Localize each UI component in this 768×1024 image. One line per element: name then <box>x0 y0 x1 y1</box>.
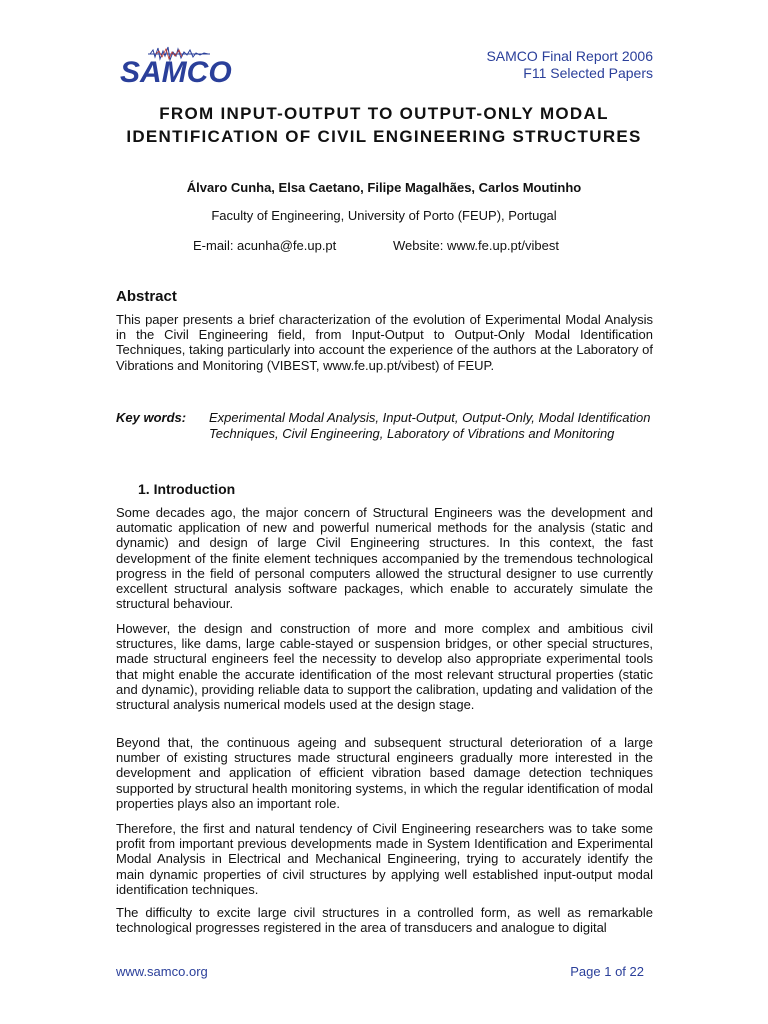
page-number: Page 1 of 22 <box>570 964 644 979</box>
report-title: SAMCO Final Report 2006 <box>486 48 653 64</box>
footer-site-link[interactable]: www.samco.org <box>116 964 208 979</box>
samco-logo <box>120 56 232 90</box>
email: E-mail: acunha@fe.up.pt <box>193 238 337 253</box>
paper-title <box>0 102 768 148</box>
intro-paragraph-4: Therefore, the first and natural tendency of Civil Engineering researchers was to take some profit from important previous developments made in System Identification and Experimental Modal Analysis in Electrical and Mechanical Engineering, trying to accurately identify the main dynamic properties of civil structures by applying well established input-output modal identification techniques. <box>116 821 653 897</box>
logo-text: SAMCO <box>120 56 232 89</box>
title-line-1: FROM INPUT-OUTPUT TO OUTPUT-ONLY MODAL <box>159 104 609 123</box>
keywords-text: Experimental Modal Analysis, Input-Output, Output-Only, Modal Identification Techniques, Civil Engineering, Laboratory of Vibrations and Monitoring <box>209 410 651 441</box>
keywords-label: Key words: <box>116 410 187 425</box>
abstract-heading: Abstract <box>116 288 177 305</box>
report-section: F11 Selected Papers <box>523 65 653 81</box>
affiliation: Faculty of Engineering, University of Porto (FEUP), Portugal <box>211 208 557 223</box>
intro-paragraph-2: However, the design and construction of more and more complex and ambitious civil structures, like dams, large cable-stayed or suspension bridges, or other special structures, made structural engineers feel the necessity to develop also appropriate experimental tools that might enable the accurate identification of the most relevant structural properties (static and dynamic), providing reliable data to support the calibration, updating and validation of the structural analysis numerical models used at the design stage. <box>116 621 653 713</box>
authors: Álvaro Cunha, Elsa Caetano, Filipe Magalhães, Carlos Moutinho <box>186 180 582 195</box>
website: Website: www.fe.up.pt/vibest <box>393 238 559 253</box>
intro-paragraph-1: Some decades ago, the major concern of Structural Engineers was the development and automatic application of new and powerful numerical methods for the analysis (static and dynamic) and design of large Civil Engineering structures. In this context, the fast development of the finite element techniques accompanied by the tremendous technological progress in the field of personal computers allowed the structural designer to use currently excellent structural analysis software packages, which enable to accurately simulate the structural behaviour. <box>116 505 653 612</box>
report-info <box>486 48 653 82</box>
introduction-heading: 1. Introduction <box>138 481 236 497</box>
title-line-2: IDENTIFICATION OF CIVIL ENGINEERING STRUCTURES <box>126 127 642 146</box>
abstract-text: This paper presents a brief characterization of the evolution of Experimental Modal Analysis in the Civil Engineering field, from Input-Output to Output-Only Modal Identification Techniques, taking particularly into account the experience of the authors at the Laboratory of Vibrations and Monitoring (VIBEST, www.fe.up.pt/vibest) of FEUP. <box>116 312 653 373</box>
intro-paragraph-3: Beyond that, the continuous ageing and subsequent structural deterioration of a large number of existing structures made structural engineers gradually more interested in the development and application of efficient vibration based damage detection techniques supported by structural health monitoring systems, in which the regular identification of modal properties plays also an important role. <box>116 735 653 811</box>
intro-paragraph-5: The difficulty to excite large civil structures in a controlled form, as well as remarkable technological progresses registered in the area of transducers and analogue to digital <box>116 905 653 936</box>
